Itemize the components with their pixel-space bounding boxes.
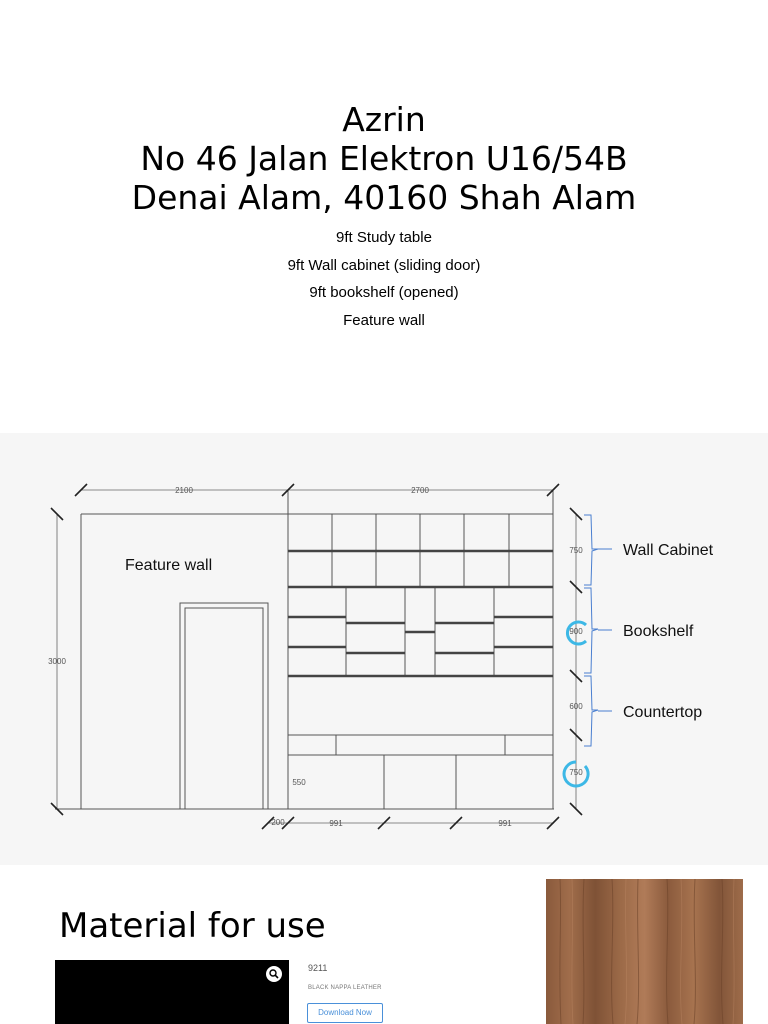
dim-200: 200 [271,818,285,827]
drawer-dividers [336,735,505,755]
address-line-2: Denai Alam, 40160 Shah Alam [131,178,637,217]
label-bookshelf: Bookshelf [623,623,694,640]
scope-item: 9ft bookshelf (opened) [309,284,459,301]
product-code: 9211 [308,963,328,973]
address-line-1: No 46 Jalan Elektron U16/54B [140,139,628,178]
label-wall-cabinet: Wall Cabinet [623,542,714,559]
dimension-lines [57,490,576,823]
download-button[interactable]: Download Now [307,1003,383,1023]
dim-750-top: 750 [569,546,583,555]
scope-list [0,228,768,338]
magnifier-icon[interactable] [266,966,282,982]
dimension-ticks [51,484,582,829]
dim-991-right: 991 [498,819,512,828]
elevation-drawing [0,433,768,865]
scope-item: 9ft Study table [336,229,432,246]
label-countertop: Countertop [623,704,703,721]
materials-heading: Material for use [59,906,326,946]
dim-600: 600 [569,702,583,711]
product-name: BLACK NAPPA LEATHER [308,985,382,991]
table-legs [384,755,456,809]
label-feature-wall: Feature wall [125,557,213,574]
wood-veneer-swatch [546,879,743,1024]
scope-item: 9ft Wall cabinet (sliding door) [287,256,481,274]
dim-750-bottom: 750 [569,768,583,777]
bracket-countertop [584,676,598,746]
dim-900: 900 [569,627,583,636]
product-image[interactable] [55,960,289,1024]
dim-2700: 2700 [411,486,429,495]
dim-3000: 3000 [48,657,66,666]
client-header [0,100,768,217]
dim-2100: 2100 [175,486,193,495]
elevation-drawing-panel [0,433,768,865]
scope-item: Feature wall [343,311,425,329]
bracket-bookshelf [584,588,598,673]
dim-550: 550 [292,778,306,787]
client-name: Azrin [342,100,426,139]
bracket-wall-cabinet [584,515,598,585]
dim-991-left: 991 [329,819,343,828]
door-frame-outer [180,603,268,809]
door-frame-inner [185,608,263,809]
